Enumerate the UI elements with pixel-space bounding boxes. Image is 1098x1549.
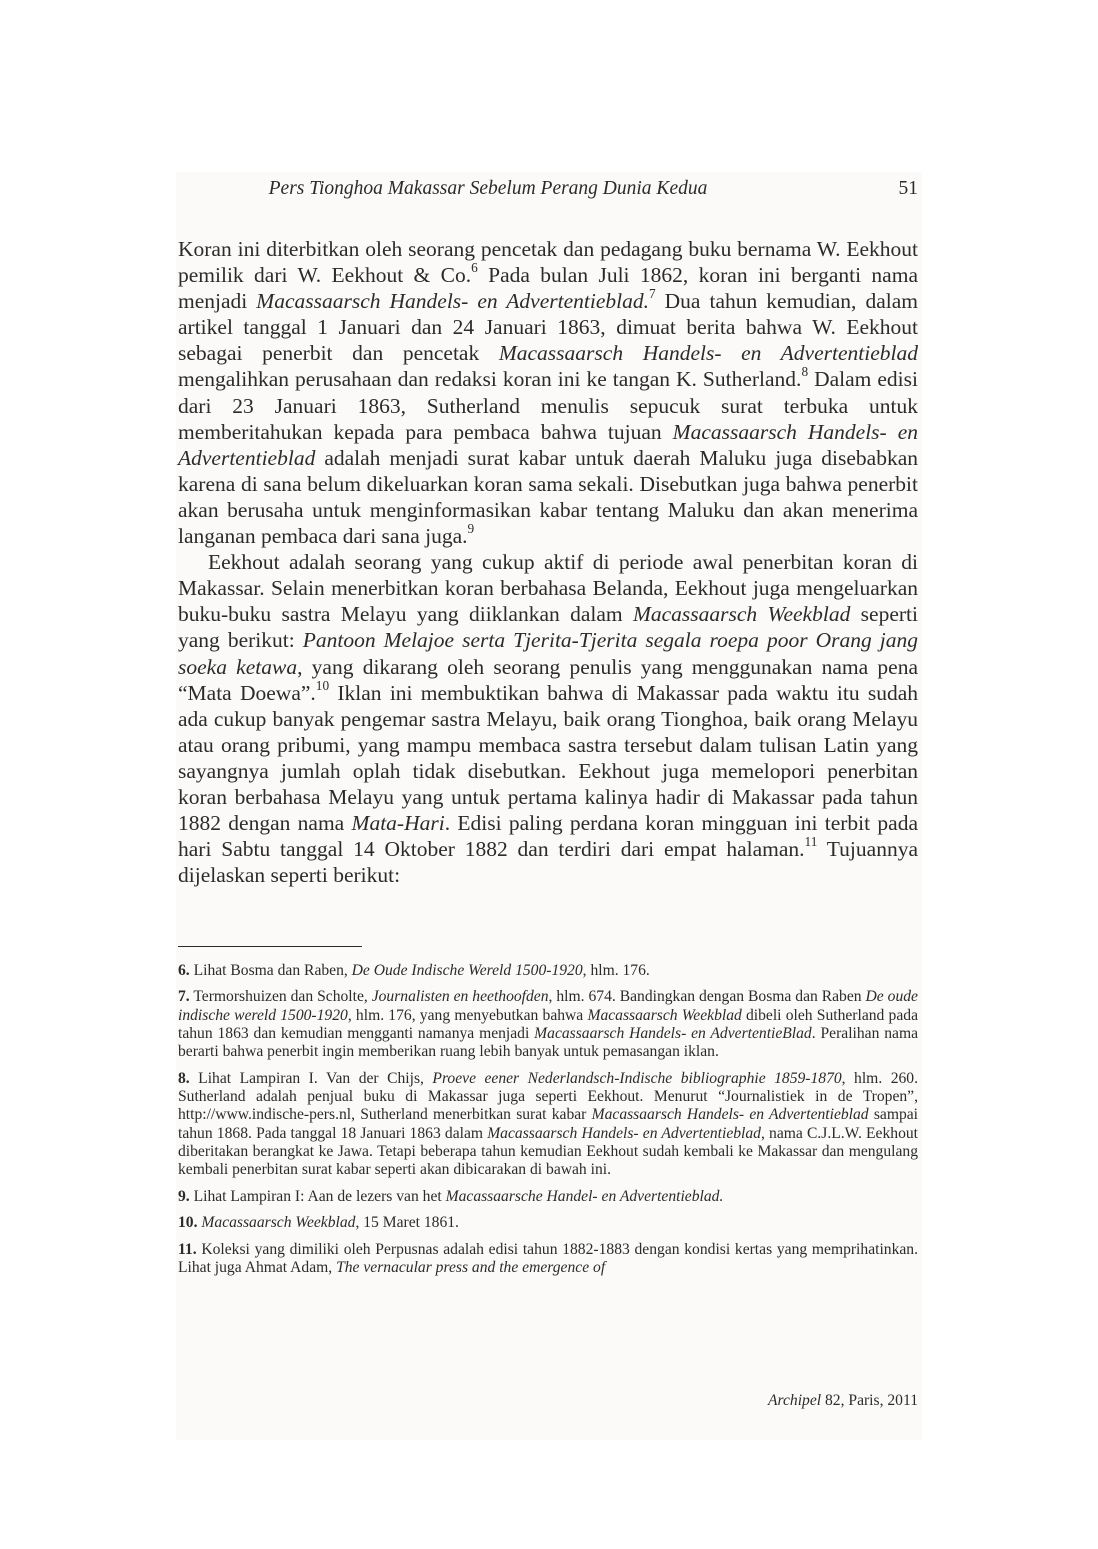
text-run: Dua tahun kemudian, dalam artikel tanggal 1 Januari dan 24 Januari 1863, dimuat berita bahwa W. Eekhout sebagai penerbit dan pencetak: [178, 289, 918, 366]
text-run: mengalihkan perusahaan dan redaksi koran ini ke tangan K. Sutherland.: [178, 367, 802, 392]
note-number: 7.: [178, 988, 190, 1006]
note-ref: 10: [315, 677, 330, 693]
note-number: 11.: [178, 1240, 197, 1258]
italic-text: Pantoon Melajoe serta Tjerita-Tjerita segala roepa poor Orang jang soeka ketawa: [178, 628, 918, 679]
footnote-8: [178, 1070, 918, 1180]
italic-text: Macassaarsch Handels- en Advertentieblad: [498, 341, 918, 366]
text-run: sampai tahun 1868. Pada tanggal 18 Januari 1863 dalam: [178, 1106, 919, 1142]
text-run: , hlm. 176, yang menyebutkan bahwa: [347, 1006, 588, 1024]
running-header: [178, 172, 918, 202]
footnote-6: [178, 962, 918, 980]
italic-text: De Oude Indische Wereld 1500-1920: [351, 962, 583, 979]
footnote-9: [178, 1188, 918, 1206]
journal-name: Archipel: [767, 1392, 822, 1409]
italic-text: Macassaarsche Handel- en Advertentieblad.: [445, 1187, 724, 1205]
text-run: Tujuannya dijelaskan seperti berikut:: [178, 837, 918, 888]
note-number: 8.: [178, 1069, 190, 1087]
italic-text: Proeve eener Nederlandsch-Indische bibliographie 1859-1870: [432, 1069, 842, 1087]
journal-issue: 82, Paris, 2011: [821, 1392, 918, 1409]
text-run: dibeli oleh Sutherland pada tahun 1863 dan kemudian mengganti namanya menjadi: [178, 1006, 918, 1043]
text-run: . Peralihan nama berarti bahwa penerbit ingin memberikan ruang lebih banyak untuk pemasangan iklan.: [178, 1025, 918, 1061]
italic-text: Mata-Hari: [351, 811, 445, 836]
text-run: , hlm. 176.: [582, 962, 650, 979]
italic-text: Macassaarsch Handels- en Advertentieblad: [178, 419, 919, 470]
italic-text: Macassaarsch Handels- en Advertentieblad: [487, 1124, 761, 1142]
footnote-10: [178, 1214, 918, 1232]
text-run: , hlm. 260. Sutherland adalah penjual buku di Makassar juga seperti Eekhout. Menurut “Journalistiek in de Tropen”, http://www.indische-pers.nl, Sutherland menerbitkan surat kabar: [178, 1069, 918, 1124]
running-title: Pers Tionghoa Makassar Sebelum Perang Dunia Kedua: [268, 178, 708, 199]
note-number: 9.: [178, 1187, 190, 1205]
italic-text: Macassaarsch Handels- en Advertentieblad: [591, 1106, 869, 1124]
text-run: . Edisi paling perdana koran mingguan ini terbit pada hari Sabtu tanggal 14 Oktober 1882 dan terdiri dari empat halaman.: [178, 811, 918, 862]
text-run: Lihat Lampiran I. Van der Chijs,: [189, 1069, 433, 1087]
note-number: 10.: [178, 1214, 198, 1232]
main-text: [178, 236, 918, 888]
text-run: , yang dikarang oleh seorang penulis yang menggunakan nama pena “Mata Doewa”.: [178, 654, 918, 705]
text-run: Pada bulan Juli 1862, koran ini berganti nama menjadi: [178, 263, 918, 314]
note-ref: 11: [804, 834, 818, 850]
footnote-7: [178, 988, 918, 1061]
footnote-separator: [178, 946, 362, 947]
text-run: , hlm. 674. Bandingkan dengan Bosma dan Raben: [548, 988, 866, 1006]
italic-text: Macassaarsch Handels- en AdvertentieBlad: [534, 1025, 812, 1043]
footnote-11: [178, 1241, 918, 1278]
text-run: Termorshuizen dan Scholte,: [189, 988, 372, 1006]
italic-text: Macassaarsch Weekblad: [632, 602, 851, 627]
note-number: 6.: [178, 962, 190, 979]
italic-text: Macassaarsch Handels- en Advertentieblad.: [256, 289, 649, 314]
text-run: , nama C.J.L.W. Eekhout diberitakan berangkat ke Jawa. Tetapi beberapa tahun kemudian Eekhout sudah kembali ke Makassar dan mengulang kembali penerbitan surat kabar seperti akan dibicarakan di bawah ini.: [178, 1124, 918, 1179]
footnotes: [178, 962, 918, 1286]
note-ref: 9: [467, 521, 475, 537]
text-run: Lihat Bosma dan Raben,: [189, 962, 352, 979]
italic-text: Macassaarsch Weekblad: [587, 1006, 742, 1024]
italic-text: Journalisten en heethoofden: [371, 988, 549, 1006]
paragraph-1: [178, 236, 918, 549]
text-run: Koleksi yang dimiliki oleh Perpusnas adalah edisi tahun 1882-1883 dengan kondisi kertas yang memprihatinkan. Lihat juga Ahmat Adam,: [178, 1240, 918, 1277]
paragraph-2: [178, 549, 918, 888]
note-ref: 6: [471, 260, 478, 276]
text-run: Iklan ini membuktikan bahwa di Makassar pada waktu itu sudah ada cukup banyak pengemar sastra Melayu, baik orang Tionghoa, baik orang Melayu atau orang pribumi, yang mampu membaca sastra tersebut dalam tulisan Latin yang sayangnya jumlah oplah tidak disebutkan. Eekhout juga memelopori penerbitan koran berbahasa Melayu yang untuk pertama kalinya hadir di Makassar pada tahun 1882 dengan nama: [178, 680, 919, 836]
italic-text: De oude indische wereld 1500-1920: [178, 988, 918, 1024]
text-run: Koran ini diterbitkan oleh seorang pencetak dan pedagang buku bernama W. Eekhout pemilik dari W. Eekhout & Co.: [178, 237, 918, 288]
italic-text: Macassaarsch Weekblad: [201, 1214, 356, 1232]
journal-footer: [768, 1392, 918, 1410]
page-number: 51: [898, 178, 918, 199]
italic-text: The vernacular press and the emergence of: [336, 1259, 606, 1277]
text-run: Dalam edisi dari 23 Januari 1863, Sutherland menulis sepucuk surat terbuka untuk memberitahukan kepada para pembaca bahwa tujuan: [178, 367, 918, 444]
text-run: adalah menjadi surat kabar untuk daerah Maluku juga disebabkan karena di sana belum dikeluarkan koran sama sekali. Disebutkan juga bahwa penerbit akan berusaha untuk menginformasikan kabar tentang Maluku dan akan menerima langanan pembaca dari sana juga.: [178, 445, 918, 549]
note-ref: 7: [648, 286, 656, 302]
text-run: Lihat Lampiran I: Aan de lezers van het: [189, 1187, 446, 1205]
text-run: seperti yang berikut:: [178, 602, 918, 653]
note-ref: 8: [801, 364, 809, 380]
text-run: Eekhout adalah seorang yang cukup aktif di periode awal penerbitan koran di Makassar. Selain menerbitkan koran berbahasa Belanda, Eekhout juga mengeluarkan buku-buku sastra Melayu yang diiklankan dalam: [178, 550, 918, 627]
text-run: , 15 Maret 1861.: [355, 1214, 459, 1232]
